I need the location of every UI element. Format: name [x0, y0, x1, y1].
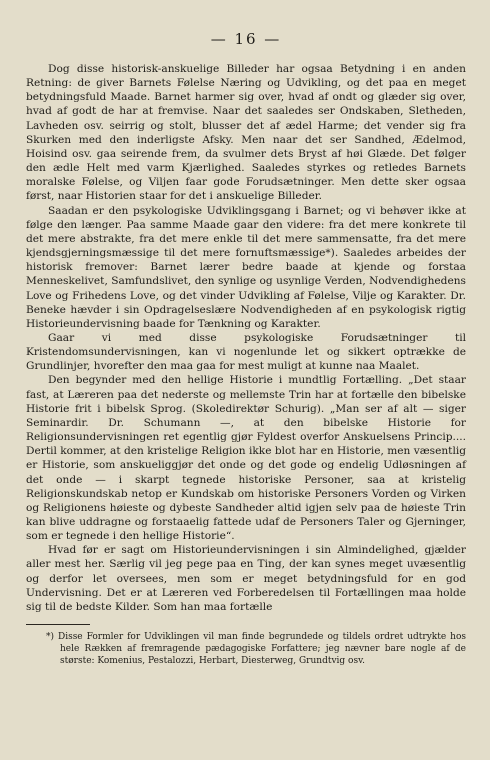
body-text [26, 62, 466, 614]
page-number: — 16 — [210, 30, 282, 48]
footnote-divider [26, 624, 90, 625]
paragraph-3: Gaar vi med disse psykologiske Forudsætninger til Kristendomsundervisningen, kan vi nogenlunde let og sikkert optrække de Grundlinjer, hvorefter den maa gaa for mest muligt at kunne naa Maalet. [26, 331, 466, 373]
paragraph-4: Den begynder med den hellige Historie i mundtlig Fortælling. „Det staar fast, at Læreren paa det nederste og mellemste Trin har at fortælle den bibelske Historie frit i bibelsk Sprog. (Skoledirektør Schurig). „Man ser af alt — siger Seminardir. Dr. Schumann —, at den bibelske Historie for Religionsundervisningen ret egentlig gjør Fyldest overfor Anskuelsens Princip.... Dertil kommer, at den kristelige Religion ikke blot har en Historie, men væsentlig er Historie, som anskueliggjør det onde og det gode og endelig Udløsningen af det onde — i skarpt tegnede historiske Personer, saa at kristelig Religionskundskab netop er Kundskab om historiske Personers Vorden og Virken og Religionens høieste og dybeste Sandheder altid igjen selv paa de høieste Trin kan blive uddragne og forstaaelig fattede udaf de Personers Taler og Gjerninger, som er tegnede i den hellige Historie“. [26, 374, 467, 543]
paragraph-1: Dog disse historisk-anskuelige Billeder har ogsaa Betydning i en anden Retning: de giver Barnets Følelse Næring og Udvikling, og det paa en meget betydningsfuld Maade. Barnet harmer sig over, hvad af ondt og glæder sig over, hvad af godt de har at fremvise. Naar det saaledes ser Ondskaben, Sletheden, Lavheden osv. seirrig og stolt, blusser det af ædel Harme; det vender sig fra Skurken med den inderligste Afsky. Men naar det ser Sandhed, Ædelmod, Hoisind osv. gaa seirende frem, da svulmer dets Bryst af høi Glæde. Det følger den ædle Helt med varm Kjærlighed. Saaledes styrkes og retledes Barnets moralske Følelse, og Viljen faar gode Forudsætninger. Men dette sker ogsaa først, naar Historien staar for det i anskuelige Billeder. [26, 63, 466, 203]
paragraph-5: Hvad før er sagt om Historieundervisningen i sin Almindelighed, gjælder aller mest her. Særlig vil jeg pege paa en Ting, der kan synes meget uvæsentlig og derfor let oversees, men som er meget betydningsfuld for en god Undervisning. Det er at Læreren ved Forberedelsen til Fortællingen maa holde sig til de bedste Kilder. Som han maa fortælle [26, 544, 466, 613]
paragraph-2: Saadan er den psykologiske Udviklingsgang i Barnet; og vi behøver ikke at følge den længer. Paa samme Maade gaar den videre: fra det mere konkrete til det mere abstrakte, fra det mere enkle til det mere sammensatte, fra det mere kjendsgjerningsmæssige til det mere fornuftsmæssige*). Saaledes arbeides der historisk fremover: Barnet lærer bedre baade at kjende og forstaa Menneskelivet, Samfundslivet, den synlige og usynlige Verden, Nodvendighedens Love og Frihedens Love, og det vinder Udvikling af Følelse, Vilje og Karakter. Dr. Beneke hævder i sin Opdragelseslære Nodvendigheden af en psykologisk rigtig Historieundervisning baade for Tænkning og Karakter. [26, 204, 466, 330]
footnote: *) Disse Formler for Udviklingen vil man finde begrundede og tildels ordret udtrykte hos hele Rækken af fremragende pædagogiske Forfattere; jeg nævner bare nogle af de største: Komenius, Pestalozzi, Herbart, Diesterweg, Grundtvig osv. [46, 632, 466, 667]
